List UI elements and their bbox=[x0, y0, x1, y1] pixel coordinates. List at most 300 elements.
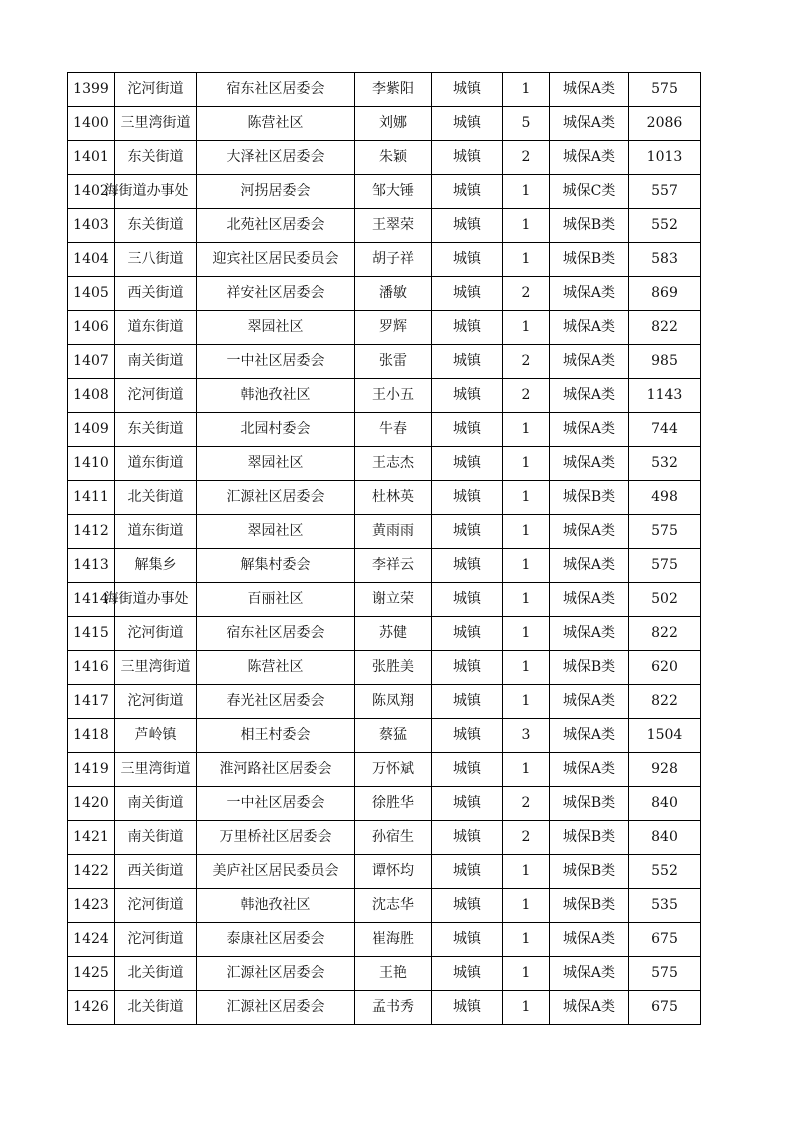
street-cell bbox=[115, 753, 197, 787]
area-type-cell bbox=[432, 753, 503, 787]
name-cell-text: 万怀斌 bbox=[372, 761, 414, 777]
street-cell-text: 西关街道 bbox=[127, 285, 184, 301]
category-cell-text: 城保A类 bbox=[562, 455, 616, 471]
area-type-cell bbox=[432, 345, 503, 379]
amount-cell bbox=[629, 413, 701, 447]
row-number-cell bbox=[68, 209, 115, 243]
category-cell bbox=[550, 651, 629, 685]
table-row bbox=[68, 889, 701, 923]
amount-cell-text: 552 bbox=[651, 217, 678, 233]
row-number-cell bbox=[68, 243, 115, 277]
community-cell bbox=[197, 923, 355, 957]
amount-cell bbox=[629, 141, 701, 175]
community-cell-text: 相王村委会 bbox=[240, 727, 311, 743]
category-cell bbox=[550, 141, 629, 175]
name-cell-text: 王小五 bbox=[372, 387, 414, 403]
community-cell bbox=[197, 73, 355, 107]
row-number-cell-text: 1402 bbox=[73, 183, 109, 199]
amount-cell bbox=[629, 379, 701, 413]
community-cell bbox=[197, 311, 355, 345]
name-cell-text: 黄雨雨 bbox=[372, 523, 414, 539]
category-cell-text: 城保A类 bbox=[562, 761, 616, 777]
category-cell bbox=[550, 889, 629, 923]
household-count-cell-text: 1 bbox=[521, 591, 531, 607]
community-cell bbox=[197, 957, 355, 991]
name-cell bbox=[355, 957, 432, 991]
area-type-cell-text: 城镇 bbox=[453, 795, 481, 811]
household-count-cell bbox=[503, 413, 550, 447]
street-cell-text: 沱河街道 bbox=[127, 81, 184, 97]
household-count-cell bbox=[503, 957, 550, 991]
name-cell-text: 蔡猛 bbox=[379, 727, 407, 743]
amount-cell bbox=[629, 515, 701, 549]
street-cell-text: 北关街道 bbox=[127, 489, 184, 505]
name-cell bbox=[355, 719, 432, 753]
name-cell bbox=[355, 753, 432, 787]
name-cell-text: 张胜美 bbox=[372, 659, 414, 675]
household-count-cell bbox=[503, 209, 550, 243]
row-number-cell-text: 1400 bbox=[73, 115, 109, 131]
amount-cell bbox=[629, 719, 701, 753]
street-cell-text: 东关街道 bbox=[127, 421, 184, 437]
row-number-cell bbox=[68, 277, 115, 311]
name-cell-text: 王艳 bbox=[379, 965, 407, 981]
household-count-cell-text: 1 bbox=[521, 897, 531, 913]
table-row bbox=[68, 753, 701, 787]
table-row bbox=[68, 821, 701, 855]
household-count-cell-text: 2 bbox=[521, 353, 531, 369]
amount-cell-text: 532 bbox=[651, 455, 678, 471]
community-cell bbox=[197, 345, 355, 379]
area-type-cell bbox=[432, 379, 503, 413]
category-cell bbox=[550, 243, 629, 277]
amount-cell-text: 575 bbox=[651, 81, 678, 97]
table-row bbox=[68, 957, 701, 991]
community-cell-text: 百丽社区 bbox=[247, 591, 304, 607]
street-cell-text: 解集乡 bbox=[134, 557, 177, 573]
row-number-cell bbox=[68, 651, 115, 685]
row-number-cell-text: 1426 bbox=[73, 999, 109, 1015]
name-cell-text: 潘敏 bbox=[379, 285, 407, 301]
community-cell bbox=[197, 515, 355, 549]
household-count-cell-text: 1 bbox=[521, 489, 531, 505]
community-cell-text: 万里桥社区居委会 bbox=[219, 829, 332, 845]
category-cell bbox=[550, 821, 629, 855]
amount-cell-text: 928 bbox=[651, 761, 678, 777]
household-count-cell-text: 2 bbox=[521, 149, 531, 165]
amount-cell-text: 557 bbox=[651, 183, 678, 199]
area-type-cell bbox=[432, 311, 503, 345]
name-cell bbox=[355, 243, 432, 277]
category-cell bbox=[550, 549, 629, 583]
row-number-cell-text: 1413 bbox=[73, 557, 109, 573]
category-cell-text: 城保B类 bbox=[562, 829, 616, 845]
amount-cell bbox=[629, 651, 701, 685]
community-cell-text: 汇源社区居委会 bbox=[226, 489, 325, 505]
street-cell-text: 三里湾街道 bbox=[120, 115, 191, 131]
category-cell-text: 城保A类 bbox=[562, 931, 616, 947]
community-cell-text: 宿东社区居委会 bbox=[226, 81, 325, 97]
amount-cell-text: 1504 bbox=[646, 727, 683, 743]
street-cell-text: 北关街道 bbox=[127, 965, 184, 981]
category-cell-text: 城保B类 bbox=[562, 217, 616, 233]
household-count-cell bbox=[503, 753, 550, 787]
community-cell bbox=[197, 277, 355, 311]
name-cell-text: 谭怀均 bbox=[372, 863, 414, 879]
data-table bbox=[67, 72, 701, 1025]
name-cell-text: 王翠荣 bbox=[372, 217, 414, 233]
row-number-cell-text: 1422 bbox=[73, 863, 109, 879]
household-count-cell bbox=[503, 73, 550, 107]
household-count-cell bbox=[503, 617, 550, 651]
name-cell bbox=[355, 107, 432, 141]
community-cell bbox=[197, 753, 355, 787]
row-number-cell-text: 1401 bbox=[73, 149, 109, 165]
table-row bbox=[68, 481, 701, 515]
category-cell bbox=[550, 311, 629, 345]
community-cell-text: 翠园社区 bbox=[247, 455, 304, 471]
household-count-cell-text: 1 bbox=[521, 965, 531, 981]
area-type-cell-text: 城镇 bbox=[453, 999, 481, 1015]
amount-cell-text: 675 bbox=[651, 999, 678, 1015]
community-cell bbox=[197, 617, 355, 651]
household-count-cell-text: 2 bbox=[521, 285, 531, 301]
amount-cell-text: 822 bbox=[651, 625, 678, 641]
street-cell bbox=[115, 481, 197, 515]
name-cell-text: 沈志华 bbox=[372, 897, 414, 913]
community-cell-text: 解集村委会 bbox=[240, 557, 311, 573]
name-cell bbox=[355, 175, 432, 209]
category-cell-text: 城保B类 bbox=[562, 251, 616, 267]
street-cell bbox=[115, 379, 197, 413]
community-cell-text: 淮河路社区居委会 bbox=[219, 761, 332, 777]
category-cell bbox=[550, 413, 629, 447]
street-cell-text: 道东街道 bbox=[127, 455, 184, 471]
area-type-cell bbox=[432, 617, 503, 651]
community-cell-text: 祥安社区居委会 bbox=[226, 285, 325, 301]
street-cell bbox=[115, 855, 197, 889]
name-cell-text: 孙宿生 bbox=[372, 829, 414, 845]
street-cell-text: 东关街道 bbox=[127, 217, 184, 233]
amount-cell-text: 498 bbox=[651, 489, 678, 505]
name-cell bbox=[355, 685, 432, 719]
area-type-cell bbox=[432, 447, 503, 481]
street-cell-text: 沱河街道 bbox=[127, 387, 184, 403]
category-cell-text: 城保C类 bbox=[562, 183, 616, 199]
amount-cell bbox=[629, 753, 701, 787]
household-count-cell-text: 1 bbox=[521, 625, 531, 641]
row-number-cell-text: 1417 bbox=[73, 693, 109, 709]
row-number-cell bbox=[68, 413, 115, 447]
row-number-cell bbox=[68, 311, 115, 345]
table-row bbox=[68, 651, 701, 685]
row-number-cell-text: 1418 bbox=[73, 727, 109, 743]
area-type-cell-text: 城镇 bbox=[453, 557, 481, 573]
household-count-cell-text: 1 bbox=[521, 421, 531, 437]
row-number-cell-text: 1403 bbox=[73, 217, 109, 233]
household-count-cell bbox=[503, 719, 550, 753]
name-cell-text: 李紫阳 bbox=[372, 81, 414, 97]
category-cell-text: 城保A类 bbox=[562, 81, 616, 97]
area-type-cell-text: 城镇 bbox=[453, 455, 481, 471]
household-count-cell bbox=[503, 685, 550, 719]
category-cell bbox=[550, 923, 629, 957]
street-cell-text: 东关街道 bbox=[127, 149, 184, 165]
household-count-cell bbox=[503, 923, 550, 957]
amount-cell-text: 675 bbox=[651, 931, 678, 947]
row-number-cell-text: 1421 bbox=[73, 829, 109, 845]
household-count-cell-text: 2 bbox=[521, 795, 531, 811]
household-count-cell-text: 1 bbox=[521, 999, 531, 1015]
table-row bbox=[68, 141, 701, 175]
community-cell bbox=[197, 821, 355, 855]
area-type-cell-text: 城镇 bbox=[453, 421, 481, 437]
amount-cell-text: 744 bbox=[651, 421, 678, 437]
amount-cell bbox=[629, 583, 701, 617]
name-cell bbox=[355, 141, 432, 175]
category-cell bbox=[550, 753, 629, 787]
area-type-cell bbox=[432, 549, 503, 583]
row-number-cell-text: 1424 bbox=[73, 931, 109, 947]
row-number-cell bbox=[68, 719, 115, 753]
area-type-cell bbox=[432, 175, 503, 209]
street-cell bbox=[104, 175, 197, 209]
amount-cell bbox=[629, 923, 701, 957]
name-cell-text: 王志杰 bbox=[372, 455, 414, 471]
street-cell-text: 芦岭镇 bbox=[134, 727, 177, 743]
household-count-cell-text: 3 bbox=[521, 727, 531, 743]
household-count-cell bbox=[503, 311, 550, 345]
street-cell bbox=[115, 311, 197, 345]
area-type-cell-text: 城镇 bbox=[453, 489, 481, 505]
street-cell-text: 北关街道 bbox=[127, 999, 184, 1015]
category-cell-text: 城保A类 bbox=[562, 387, 616, 403]
amount-cell bbox=[629, 107, 701, 141]
community-cell-text: 翠园社区 bbox=[247, 319, 304, 335]
table-row bbox=[68, 379, 701, 413]
row-number-cell bbox=[68, 549, 115, 583]
community-cell bbox=[197, 379, 355, 413]
name-cell-text: 陈凤翔 bbox=[372, 693, 414, 709]
category-cell bbox=[550, 277, 629, 311]
street-cell-text: 沱河街道 bbox=[127, 897, 184, 913]
street-cell-text: 海街道办事处 bbox=[104, 591, 189, 607]
name-cell bbox=[355, 345, 432, 379]
amount-cell bbox=[629, 345, 701, 379]
row-number-cell-text: 1405 bbox=[73, 285, 109, 301]
amount-cell-text: 2086 bbox=[646, 115, 683, 131]
amount-cell-text: 552 bbox=[651, 863, 678, 879]
household-count-cell bbox=[503, 821, 550, 855]
amount-cell-text: 822 bbox=[651, 319, 678, 335]
table-row bbox=[68, 277, 701, 311]
amount-cell bbox=[629, 617, 701, 651]
amount-cell-text: 869 bbox=[651, 285, 678, 301]
street-cell bbox=[115, 107, 197, 141]
amount-cell-text: 822 bbox=[651, 693, 678, 709]
household-count-cell bbox=[503, 855, 550, 889]
table-row bbox=[68, 617, 701, 651]
amount-cell-text: 575 bbox=[651, 523, 678, 539]
category-cell bbox=[550, 855, 629, 889]
name-cell-text: 崔海胜 bbox=[372, 931, 414, 947]
category-cell bbox=[550, 175, 629, 209]
area-type-cell bbox=[432, 651, 503, 685]
community-cell-text: 翠园社区 bbox=[247, 523, 304, 539]
household-count-cell bbox=[503, 549, 550, 583]
category-cell-text: 城保A类 bbox=[562, 149, 616, 165]
street-cell bbox=[115, 413, 197, 447]
table-row bbox=[68, 209, 701, 243]
table-row bbox=[68, 345, 701, 379]
area-type-cell-text: 城镇 bbox=[453, 319, 481, 335]
area-type-cell bbox=[432, 787, 503, 821]
row-number-cell bbox=[68, 617, 115, 651]
amount-cell bbox=[629, 175, 701, 209]
street-cell bbox=[115, 447, 197, 481]
amount-cell-text: 840 bbox=[651, 829, 678, 845]
amount-cell-text: 620 bbox=[651, 659, 678, 675]
category-cell-text: 城保B类 bbox=[562, 863, 616, 879]
area-type-cell bbox=[432, 685, 503, 719]
street-cell bbox=[115, 651, 197, 685]
community-cell bbox=[197, 447, 355, 481]
household-count-cell-text: 1 bbox=[521, 319, 531, 335]
category-cell bbox=[550, 787, 629, 821]
table-row bbox=[68, 923, 701, 957]
amount-cell bbox=[629, 549, 701, 583]
row-number-cell-text: 1406 bbox=[73, 319, 109, 335]
row-number-cell-text: 1416 bbox=[73, 659, 109, 675]
community-cell bbox=[197, 719, 355, 753]
name-cell bbox=[355, 855, 432, 889]
row-number-cell bbox=[68, 107, 115, 141]
area-type-cell bbox=[432, 583, 503, 617]
category-cell bbox=[550, 685, 629, 719]
category-cell bbox=[550, 107, 629, 141]
street-cell-text: 道东街道 bbox=[127, 523, 184, 539]
community-cell bbox=[197, 583, 355, 617]
name-cell bbox=[355, 515, 432, 549]
name-cell-text: 孟书秀 bbox=[372, 999, 414, 1015]
household-count-cell bbox=[503, 243, 550, 277]
name-cell bbox=[355, 209, 432, 243]
name-cell-text: 苏健 bbox=[379, 625, 407, 641]
area-type-cell-text: 城镇 bbox=[453, 897, 481, 913]
amount-cell-text: 535 bbox=[651, 897, 678, 913]
household-count-cell bbox=[503, 175, 550, 209]
household-count-cell-text: 1 bbox=[521, 183, 531, 199]
row-number-cell-text: 1399 bbox=[73, 81, 109, 97]
area-type-cell bbox=[432, 821, 503, 855]
table-row bbox=[68, 413, 701, 447]
table-row bbox=[68, 685, 701, 719]
category-cell-text: 城保A类 bbox=[562, 523, 616, 539]
row-number-cell bbox=[68, 923, 115, 957]
category-cell-text: 城保A类 bbox=[562, 693, 616, 709]
amount-cell bbox=[629, 277, 701, 311]
name-cell bbox=[355, 73, 432, 107]
category-cell bbox=[550, 991, 629, 1025]
household-count-cell bbox=[503, 277, 550, 311]
community-cell bbox=[197, 685, 355, 719]
street-cell bbox=[104, 583, 197, 617]
category-cell bbox=[550, 583, 629, 617]
street-cell-text: 三八街道 bbox=[127, 251, 184, 267]
area-type-cell bbox=[432, 413, 503, 447]
row-number-cell bbox=[68, 889, 115, 923]
street-cell-text: 海街道办事处 bbox=[104, 183, 189, 199]
row-number-cell-text: 1411 bbox=[73, 489, 109, 505]
community-cell bbox=[197, 243, 355, 277]
community-cell-text: 韩池孜社区 bbox=[240, 897, 311, 913]
community-cell bbox=[197, 651, 355, 685]
category-cell-text: 城保A类 bbox=[562, 421, 616, 437]
community-cell-text: 陈营社区 bbox=[247, 659, 304, 675]
street-cell-text: 沱河街道 bbox=[127, 931, 184, 947]
household-count-cell-text: 2 bbox=[521, 387, 531, 403]
area-type-cell bbox=[432, 889, 503, 923]
category-cell bbox=[550, 481, 629, 515]
area-type-cell bbox=[432, 957, 503, 991]
area-type-cell-text: 城镇 bbox=[453, 183, 481, 199]
amount-cell-text: 1013 bbox=[646, 149, 683, 165]
amount-cell-text: 583 bbox=[651, 251, 678, 267]
area-type-cell bbox=[432, 991, 503, 1025]
row-number-cell bbox=[68, 753, 115, 787]
household-count-cell bbox=[503, 889, 550, 923]
amount-cell bbox=[629, 209, 701, 243]
amount-cell bbox=[629, 447, 701, 481]
household-count-cell-text: 5 bbox=[521, 115, 531, 131]
amount-cell bbox=[629, 889, 701, 923]
community-cell bbox=[197, 991, 355, 1025]
amount-cell bbox=[629, 821, 701, 855]
street-cell-text: 南关街道 bbox=[127, 829, 184, 845]
community-cell-text: 宿东社区居委会 bbox=[226, 625, 325, 641]
name-cell bbox=[355, 447, 432, 481]
category-cell-text: 城保B类 bbox=[562, 489, 616, 505]
name-cell-text: 胡子祥 bbox=[372, 251, 414, 267]
row-number-cell bbox=[68, 855, 115, 889]
household-count-cell bbox=[503, 481, 550, 515]
row-number-cell-text: 1412 bbox=[73, 523, 109, 539]
name-cell-text: 杜林英 bbox=[372, 489, 414, 505]
community-cell bbox=[197, 889, 355, 923]
community-cell bbox=[197, 855, 355, 889]
household-count-cell bbox=[503, 447, 550, 481]
area-type-cell-text: 城镇 bbox=[453, 761, 481, 777]
category-cell bbox=[550, 209, 629, 243]
street-cell-text: 三里湾街道 bbox=[120, 659, 191, 675]
community-cell bbox=[197, 549, 355, 583]
amount-cell bbox=[629, 73, 701, 107]
category-cell-text: 城保A类 bbox=[562, 115, 616, 131]
name-cell bbox=[355, 617, 432, 651]
name-cell-text: 张雷 bbox=[379, 353, 407, 369]
row-number-cell bbox=[68, 821, 115, 855]
street-cell bbox=[115, 719, 197, 753]
community-cell-text: 韩池孜社区 bbox=[240, 387, 311, 403]
table-row bbox=[68, 447, 701, 481]
category-cell-text: 城保A类 bbox=[562, 591, 616, 607]
category-cell bbox=[550, 515, 629, 549]
household-count-cell bbox=[503, 141, 550, 175]
name-cell bbox=[355, 277, 432, 311]
name-cell-text: 刘娜 bbox=[379, 115, 407, 131]
amount-cell bbox=[629, 243, 701, 277]
street-cell-text: 南关街道 bbox=[127, 353, 184, 369]
